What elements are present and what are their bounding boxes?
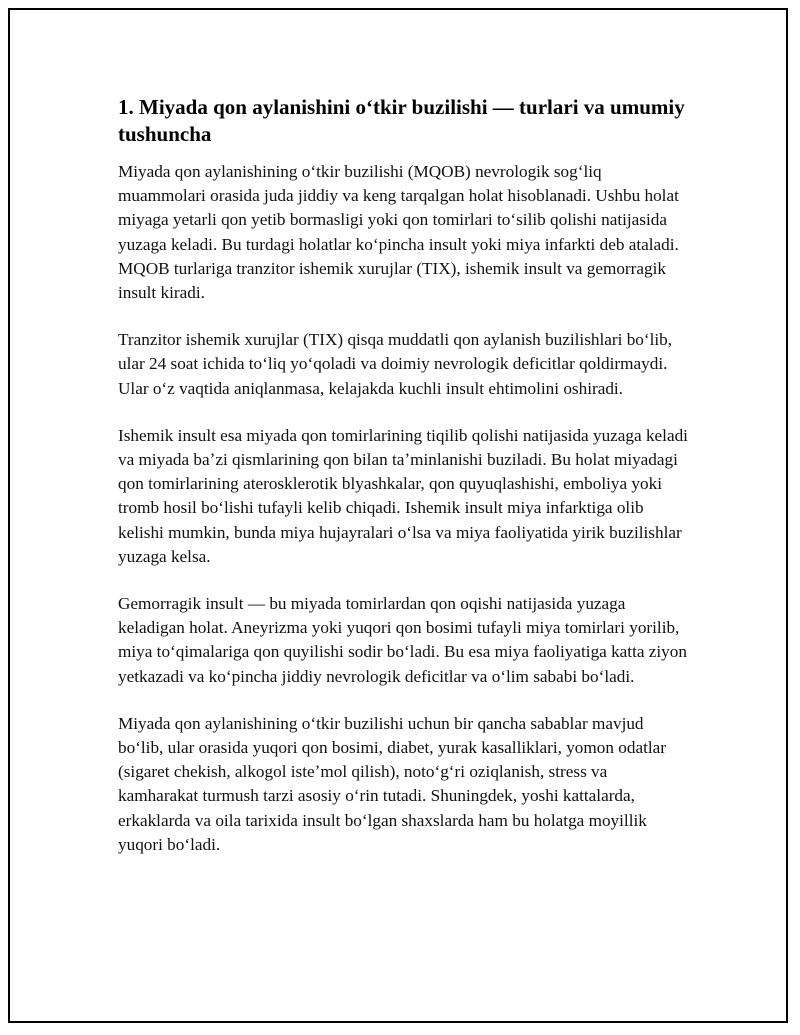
paragraph-mqob-overview: Miyada qon aylanishining oʻtkir buzilishi (MQOB) nevrologik sogʻliq muammolari orasida juda jiddiy va keng tarqalgan holat hisoblanadi. Ushbu holat miyaga yetarli qon yetib bormasligi yoki qon tomirlari toʻsilib qolishi natijasida yuzaga keladi. Bu turdagi holatlar koʻpincha insult yoki miya infarkti deb ataladi. MQOB turlariga tranzitor ishemik xurujlar (TIX), ishemik insult va gemorragik insult kiradi.	[118, 162, 679, 303]
paragraph-tix: Tranzitor ishemik xurujlar (TIX) qisqa muddatli qon aylanish buzilishlari boʻlib, ular 24 soat ichida toʻliq yoʻqoladi va doimiy nevrologik deficitlar qoldirmaydi. Ular oʻz vaqtida aniqlanmasa, kelajakda kuchli insult ehtimolini oshiradi.	[118, 330, 673, 398]
paragraph-risk-factors: Miyada qon aylanishining oʻtkir buzilishi uchun bir qancha sabablar mavjud boʻlib, ular orasida yuqori qon bosimi, diabet, yurak kasalliklari, yomon odatlar (sigaret chekish, alkogol isteʼmol qilish), notoʻgʻri oziqlanish, stress va kamharakat turmush tarzi asosiy oʻrin tutadi. Shuningdek, yoshi kattalarda, erkaklarda va oila tarixida insult boʻlgan shaxslarda ham bu holatga moyillik yuqori boʻladi.	[118, 713, 666, 854]
document-body	[118, 94, 688, 880]
paragraph-ischemic-stroke: Ishemik insult esa miyada qon tomirlarining tiqilib qolishi natijasida yuzaga keladi va miyada baʼzi qismlarining qon bilan taʼminlanishi buziladi. Bu holat miyadagi qon tomirlarining aterosklerotik blyashkalar, qon quyuqlashishi, emboliya yoki tromb hosil boʻlishi tufayli kelib chiqadi. Ishemik insult miya infarktiga olib kelishi mumkin, bunda miya hujayralari oʻlsa va miya faoliyatida yirik buzilishlar yuzaga kelsa.	[118, 425, 688, 566]
paragraph-hemorrhagic-stroke: Gemorragik insult — bu miyada tomirlardan qon oqishi natijasida yuzaga keladigan holat. Aneyrizma yoki yuqori qon bosimi tufayli miya tomirlari yorilib, miya toʻqimalariga qon quyilishi sodir boʻladi. Bu esa miya faoliyatiga katta ziyon yetkazadi va koʻpincha jiddiy nevrologik deficitlar va oʻlim sababi boʻladi.	[118, 594, 687, 686]
section-heading: 1. Miyada qon aylanishini oʻtkir buzilishi — turlari va umumiy tushuncha	[118, 95, 685, 146]
